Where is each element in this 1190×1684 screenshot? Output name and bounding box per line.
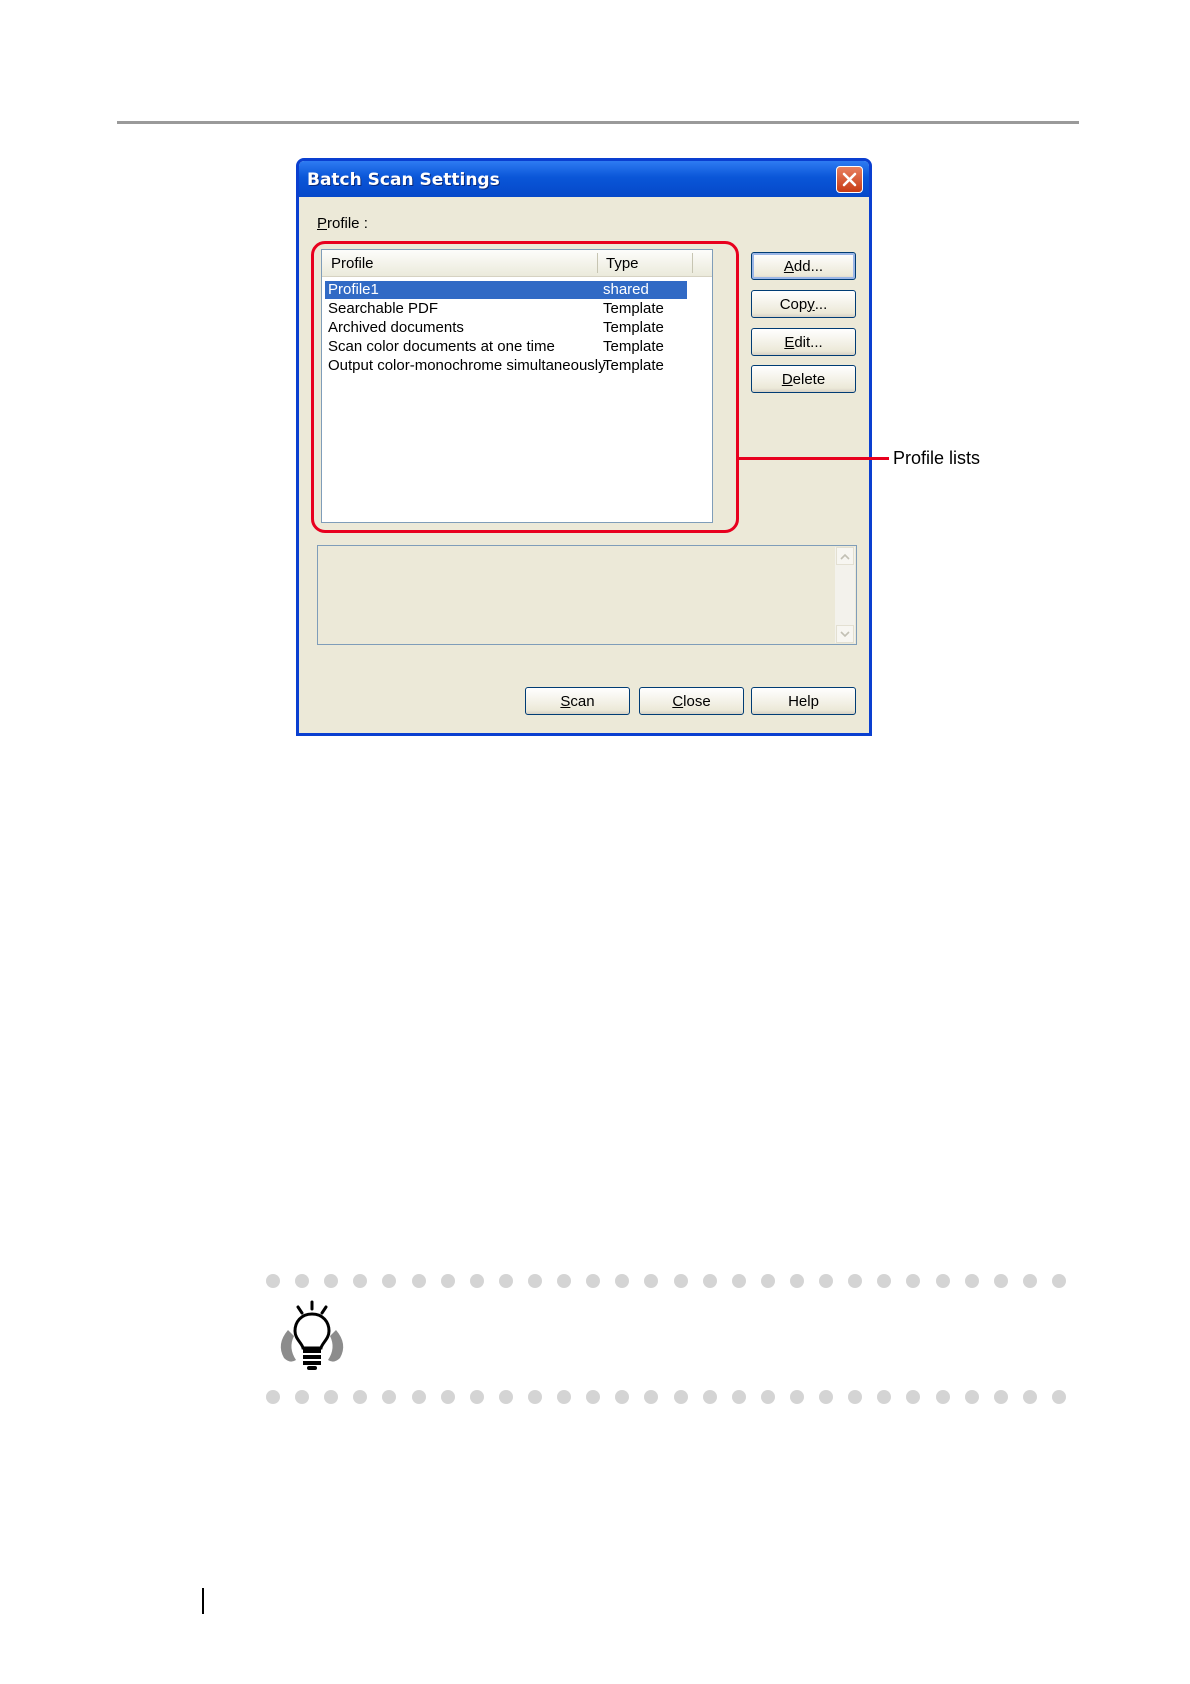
hint-bottom-dotted-rule [266, 1390, 1066, 1406]
callout-line [737, 457, 889, 460]
add-button[interactable]: A dd... [751, 252, 856, 280]
column-header-type[interactable]: Type [606, 255, 639, 272]
scroll-down-arrow-icon[interactable] [836, 625, 854, 643]
callout-label: Profile lists [893, 448, 981, 468]
copy-button[interactable]: Cop y ... [751, 290, 856, 318]
description-scrollbar[interactable] [835, 547, 855, 643]
close-icon[interactable] [836, 166, 863, 193]
scroll-up-arrow-icon[interactable] [836, 547, 854, 565]
list-item[interactable]: Output color-monochrome simultaneously Template [328, 357, 664, 374]
hint-top-dotted-rule [266, 1274, 1066, 1290]
scan-button[interactable]: S can [525, 687, 630, 715]
column-header-profile[interactable]: Profile [331, 255, 374, 272]
close-button[interactable]: C lose [639, 687, 744, 715]
profile-description-box[interactable] [317, 545, 857, 645]
header-rule [117, 121, 1079, 124]
title-bar[interactable] [299, 161, 869, 197]
page-margin-bar [202, 1588, 204, 1614]
lightbulb-hint-icon [274, 1300, 350, 1372]
list-item[interactable]: Profile1 shared [325, 281, 687, 299]
edit-button[interactable]: E dit... [751, 328, 856, 356]
list-item[interactable]: Archived documents Template [328, 319, 664, 336]
dialog-title: Batch Scan Settings [307, 170, 500, 190]
list-item[interactable]: Searchable PDF Template [328, 300, 664, 317]
help-button[interactable]: Help [751, 687, 856, 715]
delete-button[interactable]: D elete [751, 365, 856, 393]
profile-label: Profile : [317, 215, 368, 232]
list-item[interactable]: Scan color documents at one time Template [328, 338, 664, 355]
profile-lists-callout-box [311, 241, 739, 533]
